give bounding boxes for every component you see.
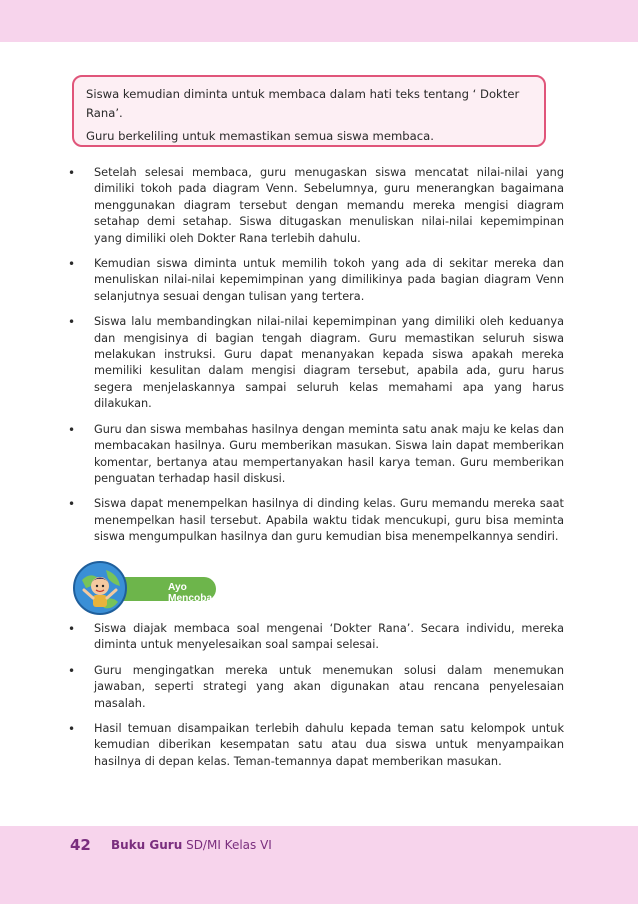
callout-line-2: Guru berkeliling untuk memastikan semua siswa membaca. [86, 129, 434, 143]
activity-list [64, 165, 564, 555]
list-item [64, 721, 564, 770]
bullet-icon: • [68, 422, 76, 437]
bullet-icon: • [68, 722, 76, 737]
bullet-icon: • [68, 166, 76, 180]
bullet-icon: • [68, 622, 76, 636]
list-item [64, 314, 564, 412]
book-title [111, 838, 272, 852]
book-title-bold: Buku Guru [111, 838, 183, 852]
list-item [64, 496, 564, 545]
instruction-callout [72, 75, 546, 147]
list-item [64, 256, 564, 305]
list-item-text: Setelah selesai membaca, guru menugaskan siswa mencatat nilai-nilai yang dimiliki tokoh pada diagram Venn. Sebelumnya, guru menerangkan bagaimana menggunakan diagram tersebut dengan memandu mereka mengisi diagram setahap demi setahap. Siswa ditugaskan menuliskan nilai-nilai kepemimpinan yang dimiliki oleh Dokter Rana terlebih dahulu. [94, 166, 564, 245]
list-item-text: Hasil temuan disampaikan terlebih dahulu kepada teman satu kelompok untuk kemudian diberikan kesempatan satu atau dua siswa untuk menyampaikan hasilnya di depan kelas. Teman-temannya dapat memberikan masukan. [94, 722, 564, 768]
callout-line-1: Siswa kemudian diminta untuk membaca dalam hati teks tentang ‘ Dokter Rana’. [86, 87, 520, 120]
ayo-mencoba-list [64, 621, 564, 779]
list-item [64, 422, 564, 488]
list-item [64, 663, 564, 712]
list-item-text: Siswa lalu membandingkan nilai-nilai kepemimpinan yang dimiliki oleh keduanya dan mengisinya di bagian tengah diagram. Guru memastikan seluruh siswa melakukan instruksi. Guru dapat menanyakan kepada siswa apakah mereka memiliki kesulitan dalam mengisi diagram tersebut, apabila ada, guru harus segera menjelaskannya sampai seluruh kelas memahami apa yang harus dilakukan. [94, 315, 564, 411]
student-globe-icon [72, 560, 128, 616]
ayo-mencoba-section-header [72, 560, 222, 616]
bullet-icon: • [68, 257, 76, 272]
page-number: 42 [70, 836, 91, 854]
list-item-text: Siswa dapat menempelkan hasilnya di dinding kelas. Guru memandu mereka saat menempelkan hasil tersebut. Apabila waktu tidak mencukupi, guru bisa meminta siswa mengumpulkan hasilnya dan guru kemudian bisa menempelkannya sendiri. [94, 497, 564, 544]
header-band [0, 0, 638, 42]
list-item-text: Siswa diajak membaca soal mengenai ‘Dokter Rana’. Secara individu, mereka diminta untuk menyelesaikan soal sampai selesai. [94, 622, 564, 652]
list-item [64, 165, 564, 247]
list-item [64, 621, 564, 654]
bullet-icon: • [68, 497, 76, 512]
bullet-icon: • [68, 663, 76, 678]
list-item-text: Guru dan siswa membahas hasilnya dengan meminta satu anak maju ke kelas dan membacakan hasilnya. Guru memberikan masukan. Siswa lain dapat memberikan komentar, bertanya atau mempertanyakan hasil karya teman. Guru memberikan penguatan terhadap hasil diskusi. [94, 422, 564, 485]
section-badge-label: Ayo Mencoba [168, 582, 213, 604]
list-item-text: Guru mengingatkan mereka untuk menemukan solusi dalam menemukan jawaban, seperti strategi yang akan digunakan atau rencana penyelesaian masalah. [94, 663, 564, 710]
bullet-icon: • [68, 315, 76, 330]
page-footer [0, 826, 638, 904]
list-item-text: Kemudian siswa diminta untuk memilih tokoh yang ada di sekitar mereka dan menuliskan nilai-nilai kepemimpinan yang dimilikinya pada bagian diagram Venn selanjutnya sesuai dengan tulisan yang tertera. [94, 257, 564, 303]
book-title-rest: SD/MI Kelas VI [186, 838, 272, 852]
